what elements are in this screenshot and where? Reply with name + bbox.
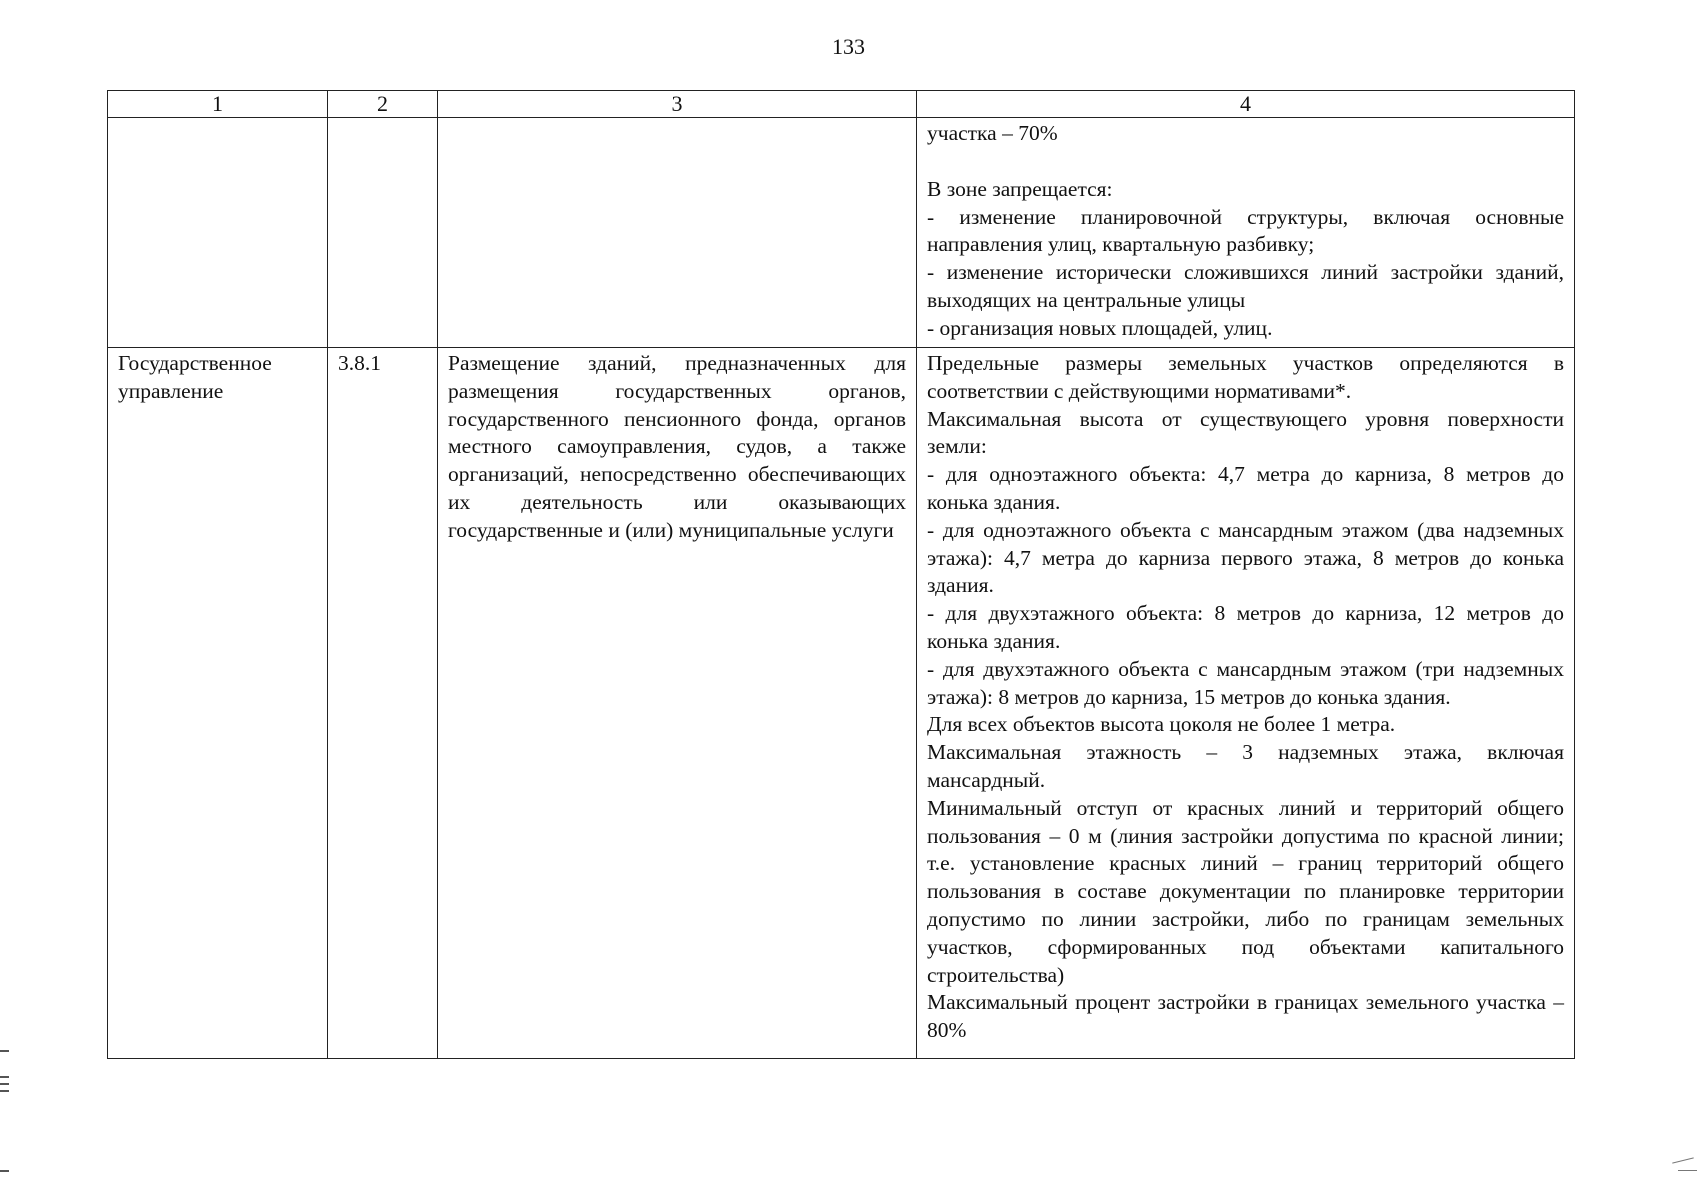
cell-parameters [917,118,1575,348]
regulation-table [107,90,1575,1059]
scan-edge-mark [1678,1170,1697,1171]
page-number: 133 [832,34,865,59]
cell-description [438,118,917,348]
paragraph: - для двухэтажного объекта: 8 метров до карниза, 12 метров до конька здания. [927,601,1564,653]
paragraph: - изменение планировочной структуры, включая основные направления улиц, квартальную разбивку; [927,204,1564,257]
scan-edge-mark [0,1170,9,1172]
cell-use-name [108,118,328,348]
table-row [108,348,1575,1059]
table-row [108,118,1575,348]
cell-code [328,118,438,348]
cell-description: Размещение зданий, предназначенных для размещения государственных органов, государственного пенсионного фонда, органов местного самоуправления, судов, а также организаций, непосредственно обеспечивающих их деятельность или оказывающих государственные и (или) муниципальные услуги [438,348,917,1059]
paragraph-gap [927,148,1564,176]
scan-edge-mark [0,1083,9,1085]
header-col-4: 4 [917,91,1575,118]
cell-code: 3.8.1 [328,348,438,1059]
paragraph: Максимальная высота от существующего уровня поверхности земли: [927,406,1564,459]
cell-parameters [917,348,1575,1059]
paragraph: Минимальный отступ от красных линий и территорий общего пользования – 0 м (линия застройки допустима по красной линии; т.е. установление красных линий – границ территорий общего пользования в составе документации по планировке территории допустимо по линии застройки, либо по границам земельных участков, сформированных под объектами капитального строительства) [927,795,1564,987]
paragraph: Предельные размеры земельных участков определяются в соответствии с действующими нормативами*. [927,351,1564,403]
paragraph: - организация новых площадей, улиц. [927,315,1273,340]
header-col-1: 1 [108,91,328,118]
scan-edge-mark [0,1076,9,1078]
paragraph: Максимальный процент застройки в границах земельного участка – 80% [927,990,1564,1043]
header-col-2: 2 [328,91,438,118]
paragraph: В зоне запрещается: [927,176,1113,201]
paragraph: Для всех объектов высота цоколя не более 1 метра. [927,712,1396,737]
paragraph: - изменение исторически сложившихся линий застройки зданий, выходящих на центральные улицы [927,260,1564,312]
paragraph: - для одноэтажного объекта: 4,7 метра до карниза, 8 метров до конька здания. [927,462,1564,514]
paragraph: участка – 70% [927,121,1058,145]
scan-edge-mark [1672,1157,1694,1163]
paragraph: Максимальная этажность – 3 надземных этажа, включая мансардный. [927,740,1564,792]
paragraph: - для одноэтажного объекта с мансардным этажом (два надземных этажа): 4,7 метра до карниза первого этажа, 8 метров до конька здания. [927,517,1564,598]
cell-use-name: Государственное управление [108,348,328,1059]
scan-edge-mark [0,1050,9,1052]
header-row [108,91,1575,118]
header-col-3: 3 [438,91,917,118]
paragraph: - для двухэтажного объекта с мансардным этажом (три надземных этажа): 8 метров до карниза, 15 метров до конька здания. [927,656,1564,709]
scan-edge-mark [0,1090,9,1092]
